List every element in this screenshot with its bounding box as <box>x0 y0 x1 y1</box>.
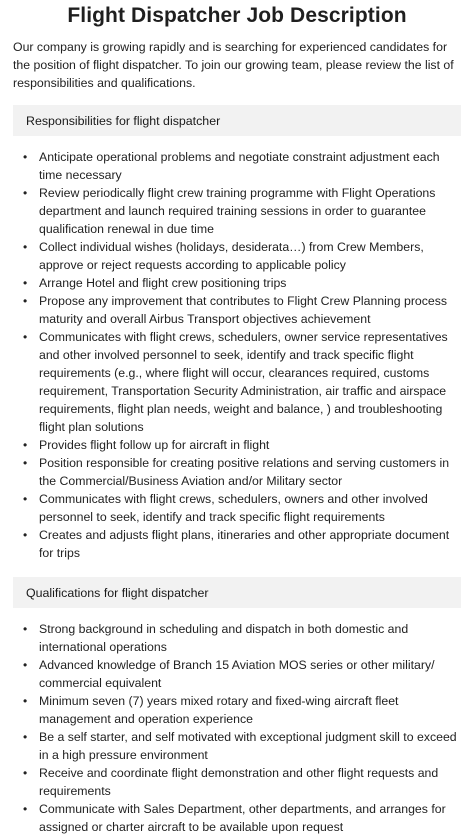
responsibilities-list <box>13 148 461 562</box>
list-item <box>13 148 461 184</box>
bullet-icon: • <box>23 622 28 636</box>
bullet-icon: • <box>23 330 28 344</box>
bullet-icon: • <box>23 438 28 452</box>
list-item-text: Position responsible for creating positive relations and serving customers in the Commercial/Business Aviation and/or Military sector <box>39 456 450 488</box>
bullet-icon: • <box>23 456 28 470</box>
bullet-icon: • <box>23 694 28 708</box>
bullet-icon: • <box>23 730 28 744</box>
list-item-text: Advanced knowledge of Branch 15 Aviation MOS series or other military/ commercial equivalent <box>39 658 435 690</box>
list-item <box>13 526 461 562</box>
list-item <box>13 292 461 328</box>
bullet-icon: • <box>23 186 28 200</box>
list-item-text: Strong background in scheduling and dispatch in both domestic and international operations <box>39 622 409 654</box>
list-item-text: Communicates with flight crews, schedulers, owners and other involved personnel to seek, identify and track specific flight requirements <box>39 492 428 524</box>
list-item-text: Anticipate operational problems and negotiate constraint adjustment each time necessary <box>39 150 440 182</box>
list-item-text: Collect individual wishes (holidays, desiderata…) from Crew Members, approve or reject requests according to applicable policy <box>39 240 424 272</box>
bullet-icon: • <box>23 528 28 542</box>
list-item <box>13 728 461 764</box>
bullet-icon: • <box>23 802 28 816</box>
list-item-text: Provides flight follow up for aircraft in flight <box>39 438 270 452</box>
bullet-icon: • <box>23 294 28 308</box>
list-item <box>13 764 461 800</box>
list-item-text: Review periodically flight crew training programme with Flight Operations department and launch required training sessions in order to guarantee qualification renewal in due time <box>39 186 436 236</box>
qualifications-list <box>13 620 461 836</box>
qualifications-heading: Qualifications for flight dispatcher <box>13 577 461 608</box>
list-item-text: Creates and adjusts flight plans, itineraries and other appropriate document for trips <box>39 528 450 560</box>
list-item <box>13 454 461 490</box>
list-item-text: Be a self starter, and self motivated with exceptional judgment skill to exceed in a high pressure environment <box>39 730 457 762</box>
intro-paragraph: Our company is growing rapidly and is searching for experienced candidates for the position of flight dispatcher. To join our growing team, please review the list of responsibilities and qualifications. <box>13 40 454 90</box>
page-title: Flight Dispatcher Job Description <box>67 4 407 27</box>
responsibilities-heading: Responsibilities for flight dispatcher <box>13 105 461 136</box>
list-item <box>13 490 461 526</box>
list-item <box>13 184 461 238</box>
list-item <box>13 328 461 436</box>
bullet-icon: • <box>23 240 28 254</box>
list-item <box>13 274 461 292</box>
list-item <box>13 620 461 656</box>
list-item-text: Propose any improvement that contributes to Flight Crew Planning process maturity and overall Airbus Transport objectives achievement <box>39 294 448 326</box>
list-item-text: Arrange Hotel and flight crew positioning trips <box>39 276 287 290</box>
bullet-icon: • <box>23 658 28 672</box>
list-item-text: Receive and coordinate flight demonstration and other flight requests and requirements <box>39 766 439 798</box>
bullet-icon: • <box>23 150 28 164</box>
bullet-icon: • <box>23 766 28 780</box>
list-item <box>13 692 461 728</box>
bullet-icon: • <box>23 276 28 290</box>
bullet-icon: • <box>23 492 28 506</box>
list-item <box>13 436 461 454</box>
list-item <box>13 656 461 692</box>
list-item <box>13 800 461 836</box>
list-item <box>13 238 461 274</box>
list-item-text: Communicates with flight crews, schedulers, owner service representatives and other involved personnel to seek, identify and track specific flight requirements (e.g., where flight will occur, clearances required, customs requirement, Transportation Security Administration, air traffic and airspace requirements, flight plan needs, weight and balance, ) and troubleshooting flight plan solutions <box>39 330 448 434</box>
list-item-text: Communicate with Sales Department, other departments, and arranges for assigned or charter aircraft to be available upon request <box>39 802 446 834</box>
list-item-text: Minimum seven (7) years mixed rotary and fixed-wing aircraft fleet management and operation experience <box>39 694 399 726</box>
